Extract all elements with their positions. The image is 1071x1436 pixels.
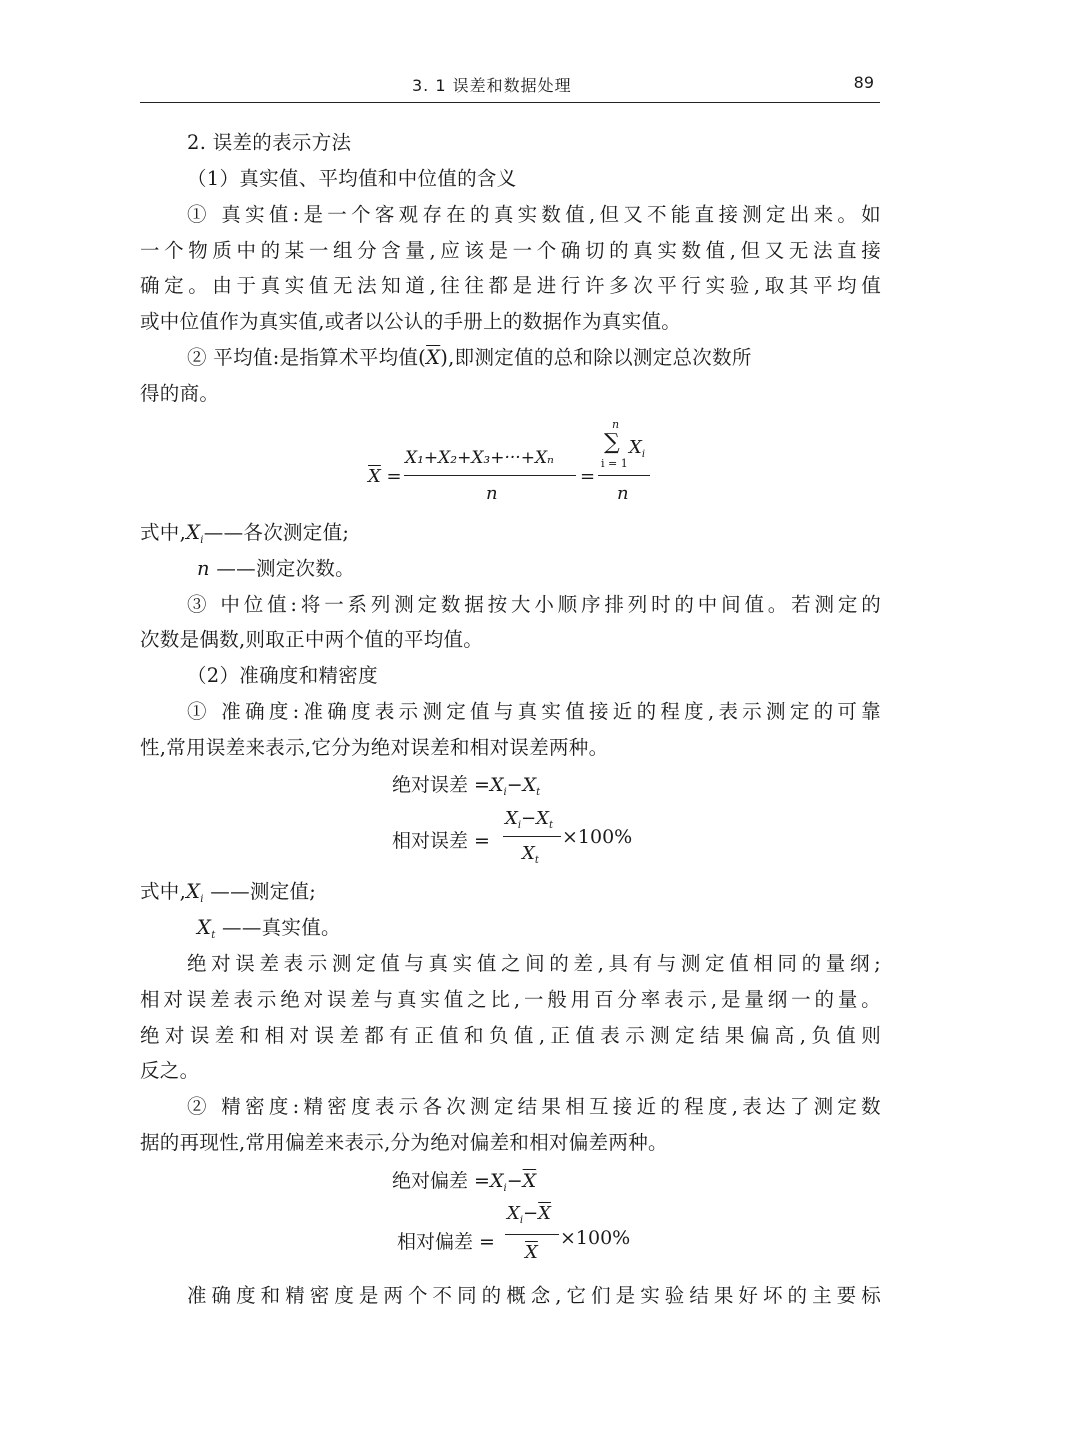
xbar-symbol: $\overline{X}$ <box>368 466 381 487</box>
shizhong-label: 式中, <box>140 521 187 544</box>
paragraph-line: ③ 中位值:将一系列测定数据按大小顺序排列时的中间值。若测定的 <box>187 593 881 616</box>
definition-line <box>197 556 938 582</box>
paragraph-line: 绝对误差表示测定值与真实值之间的差,具有与测定值相同的量纲; <box>187 952 881 975</box>
fraction-bar <box>503 836 561 837</box>
rel-deviation-denominator: $\overline{X}$ <box>525 1242 538 1263</box>
sub-i: i <box>517 820 522 831</box>
mean-text-b: ),即测定值的总和除以测定总次数所 <box>440 346 752 369</box>
sum-lower-limit: i = 1 <box>601 457 628 470</box>
sub-t: t <box>534 855 539 866</box>
paragraph-line: 确定。由于真实值无法知道,往往都是进行许多次平行实验,取其平均值 <box>140 274 881 297</box>
sum-term-sub: i <box>641 449 646 460</box>
mean-numerator: X₁+X₂+X₃+···+Xₙ <box>405 448 554 468</box>
sub-i: i <box>503 1183 507 1194</box>
paragraph-line: ② 精密度:精密度表示各次测定结果相互接近的程度,表达了测定数 <box>187 1095 881 1118</box>
rel-error-denominator: $X_t$ <box>522 843 539 866</box>
definition-text: ——测定值; <box>210 880 317 903</box>
paragraph-line: 反之。 <box>140 1059 200 1082</box>
abs-deviation-formula: 绝对偏差 $=X_i-\overline{X}$ <box>392 1170 537 1194</box>
paragraph-line: 绝对误差和相对误差都有正值和负值,正值表示测定结果偏高,负值则 <box>140 1024 881 1047</box>
sum-upper-limit: n <box>612 418 620 431</box>
sub-i: i <box>519 1215 524 1226</box>
abs-error-formula: 绝对误差 $=X_i-X_t$ <box>392 774 541 798</box>
shizhong-label: 式中, <box>140 880 187 903</box>
percent-factor: ×100% <box>560 1227 631 1249</box>
abs-error-label: 绝对误差 = <box>392 774 490 796</box>
sub-t: t <box>548 820 553 831</box>
paragraph-line: 准确度和精密度是两个不同的概念,它们是实验结果好坏的主要标 <box>187 1284 881 1307</box>
definition-line: 式中$,X_i$ ——测定值; <box>140 880 317 905</box>
rel-deviation-numerator: $X_i-\overline{X}$ <box>507 1203 551 1226</box>
definition-text: ——真实值。 <box>222 916 341 939</box>
rel-error-label: 相对误差 = <box>392 830 490 852</box>
paragraph-line: 据的再现性,常用偏差来表示,分为绝对偏差和相对偏差两种。 <box>140 1131 668 1154</box>
mean-text-a: ② 平均值:是指算术平均值( <box>187 346 427 369</box>
n-symbol: n <box>197 557 210 580</box>
sub-t: t <box>211 930 216 941</box>
rel-error-numerator: $X_i-X_t$ <box>505 808 553 831</box>
paragraph-line: ① 真实值:是一个客观存在的真实数值,但又不能直接测定出来。如 <box>187 203 881 226</box>
abs-deviation-label: 绝对偏差 = <box>392 1170 490 1192</box>
sub-i: i <box>503 787 507 798</box>
fraction-bar <box>598 475 650 476</box>
sub-i: i <box>200 535 204 546</box>
subsection-heading: （2）准确度和精密度 <box>187 664 378 687</box>
mean-denominator: n <box>486 483 498 504</box>
xbar-symbol: $\overline{X}$ <box>426 346 441 369</box>
fraction-bar <box>404 475 576 476</box>
percent-factor: ×100% <box>562 826 633 848</box>
equals-sign: = <box>580 466 596 487</box>
paragraph-line: 或中位值作为真实值,或者以公认的手册上的数据作为真实值。 <box>140 310 682 333</box>
paragraph-line: 相对误差表示绝对误差与真实值之比,一般用百分率表示,是量纲一的量。 <box>140 988 881 1011</box>
definition-line: 式中$,X_i——$各次测定值; <box>140 521 350 546</box>
sum-denominator: n <box>617 483 629 504</box>
xbar-symbol: $\overline{X}$ <box>538 1203 551 1224</box>
mean-formula-lhs: $\overline{X}$ = <box>368 466 402 487</box>
definition-text: ——各次测定值; <box>203 521 350 544</box>
subsection-heading: （1）真实值、平均值和中位值的含义 <box>187 167 517 190</box>
running-header <box>140 70 880 103</box>
xbar-symbol: $\overline{X}$ <box>522 1170 537 1192</box>
definition-text: ——测定次数。 <box>216 557 355 580</box>
sum-term <box>629 437 645 460</box>
paragraph-line: 一个物质中的某一组分含量,应该是一个确切的真实数值,但又无法直接 <box>140 239 881 262</box>
section-heading: 2. 误差的表示方法 <box>187 131 352 154</box>
paragraph-line: 次数是偶数,则取正中两个值的平均值。 <box>140 628 484 651</box>
header-title: 3. 1 误差和数据处理 <box>412 76 572 95</box>
paragraph-line: 性,常用误差来表示,它分为绝对误差和相对误差两种。 <box>140 736 609 759</box>
page-number: 89 <box>853 73 874 92</box>
paragraph-line: 得的商。 <box>140 382 220 405</box>
paragraph-line: ① 准确度:准确度表示测定值与真实值接近的程度,表示测定的可靠 <box>187 700 881 723</box>
paragraph-line <box>187 345 881 371</box>
rel-deviation-label: 相对偏差 = <box>397 1231 495 1253</box>
sum-term-x: X <box>629 437 642 458</box>
definition-line: $X_t$ ——真实值。 <box>197 916 341 941</box>
sigma-symbol: ∑ <box>604 430 620 455</box>
sub-i: i <box>200 894 204 905</box>
fraction-bar <box>505 1234 559 1235</box>
sub-t: t <box>536 787 541 798</box>
